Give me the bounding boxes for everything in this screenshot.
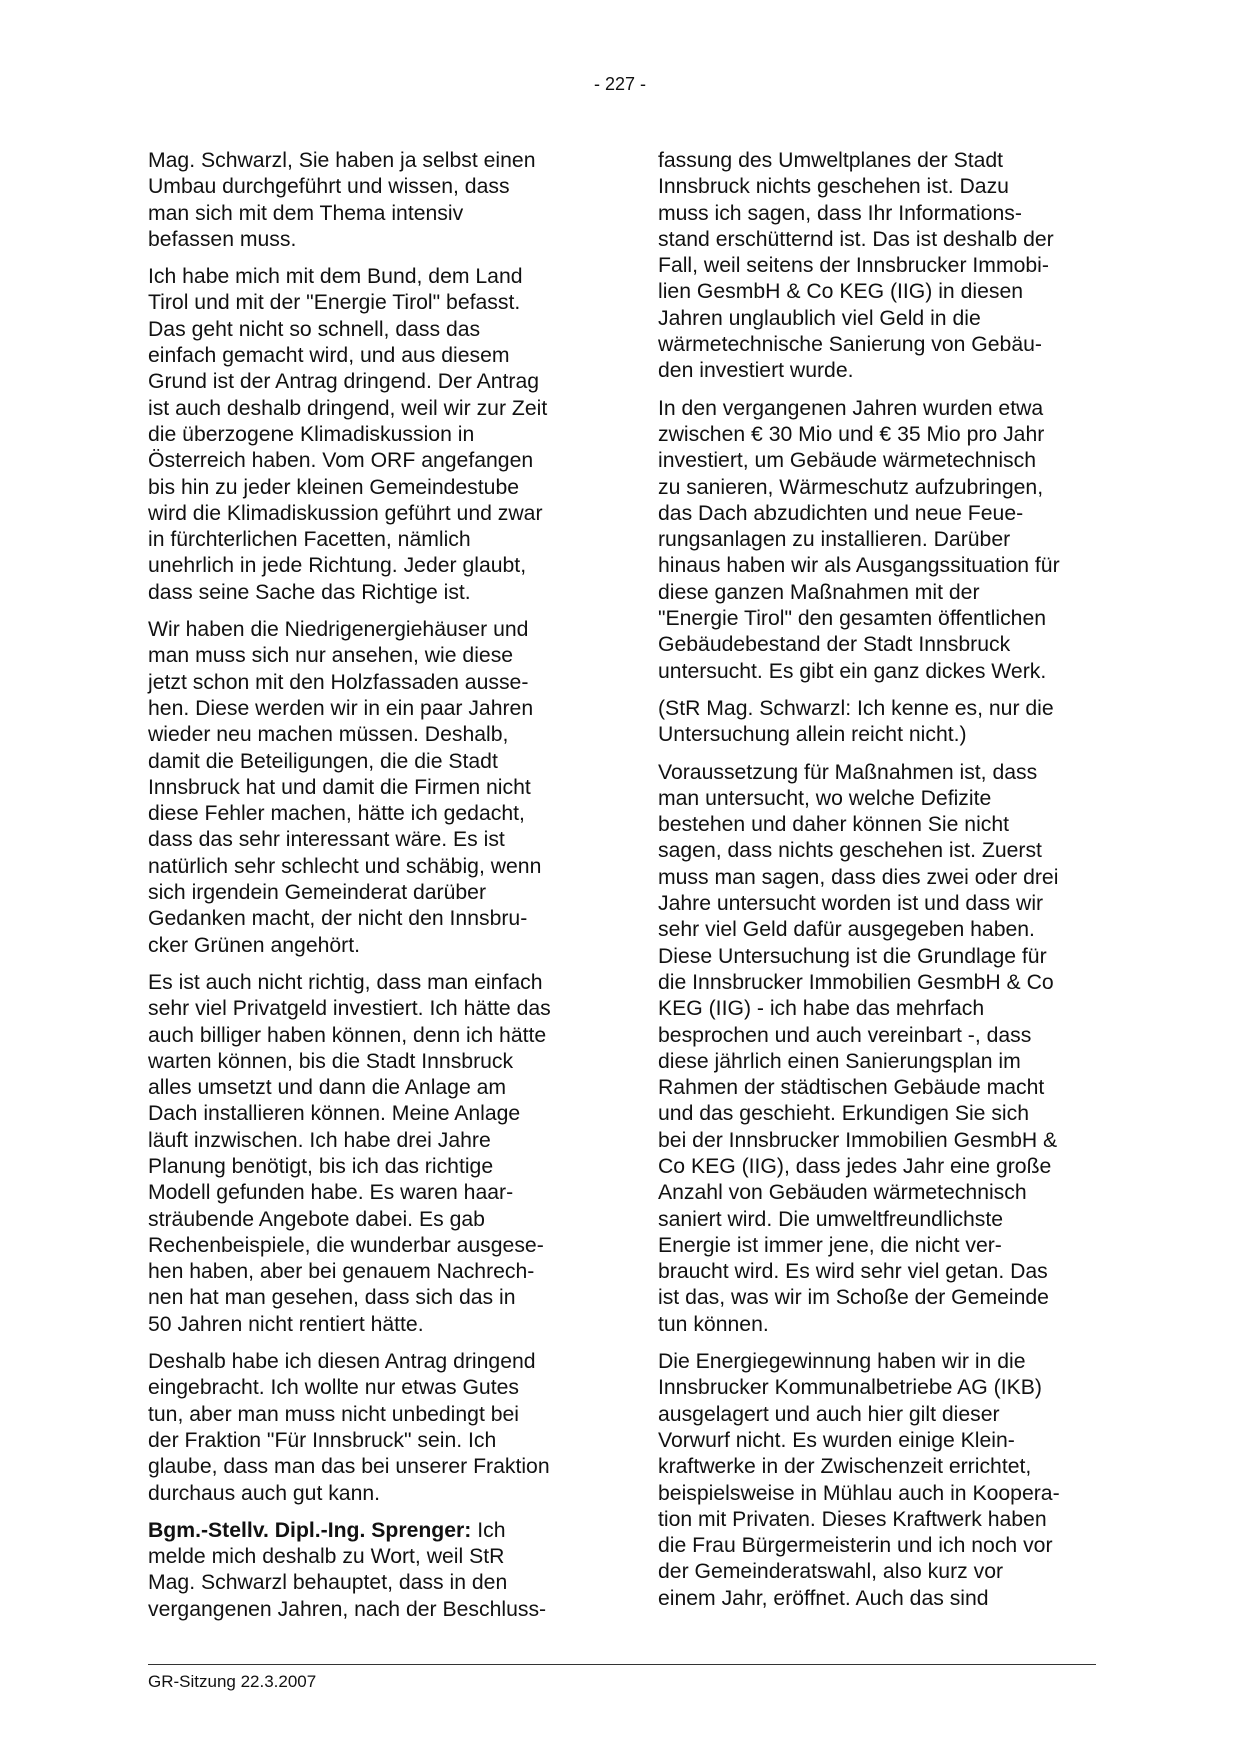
text-line: das Dach abzudichten und neue Feue- bbox=[658, 501, 1024, 525]
text-line: warten können, bis die Stadt Innsbruck bbox=[148, 1049, 514, 1073]
text-line: Energie ist immer jene, die nicht ver- bbox=[658, 1233, 1002, 1257]
text-line: Modell gefunden habe. Es waren haar- bbox=[148, 1181, 514, 1205]
paragraph bbox=[658, 760, 1108, 1339]
text-line: beispielsweise in Mühlau auch in Koopera- bbox=[658, 1481, 1060, 1505]
footer-session-date: GR-Sitzung 22.3.2007 bbox=[148, 1672, 317, 1691]
text-line: die überzogene Klimadiskussion in bbox=[148, 422, 475, 446]
text-line: Planung benötigt, bis ich das richtige bbox=[148, 1154, 494, 1178]
text-line: damit die Beteiligungen, die die Stadt bbox=[148, 749, 498, 773]
text-line: 50 Jahren nicht rentiert hätte. bbox=[148, 1312, 424, 1336]
paragraph bbox=[658, 396, 1108, 685]
text-line: sehr viel Privatgeld investiert. Ich hätte das bbox=[148, 997, 551, 1021]
text-line: Jahren unglaublich viel Geld in die bbox=[658, 306, 981, 330]
page-number: - 227 - bbox=[593, 74, 647, 94]
text-line: Co KEG (IIG), dass jedes Jahr eine große bbox=[658, 1154, 1052, 1178]
text-line: Innsbrucker Kommunalbetriebe AG (IKB) bbox=[658, 1376, 1042, 1400]
text-line: diese ganzen Maßnahmen mit der bbox=[658, 580, 980, 604]
text-line: durchaus auch gut kann. bbox=[148, 1481, 381, 1505]
text-line: saniert wird. Die umweltfreundlichste bbox=[658, 1207, 1004, 1231]
speaker-line-rest: Ich bbox=[471, 1518, 506, 1542]
paragraph bbox=[658, 1349, 1108, 1612]
text-line: Die Energiegewinnung haben wir in die bbox=[658, 1350, 1026, 1374]
text-line: in fürchterlichen Facetten, nämlich bbox=[148, 528, 471, 552]
text-line: zu sanieren, Wärmeschutz aufzubringen, bbox=[658, 475, 1044, 499]
right-column bbox=[658, 148, 1108, 1623]
paragraph bbox=[658, 696, 1108, 749]
text-line: Rahmen der städtischen Gebäude macht bbox=[658, 1076, 1045, 1100]
text-line: läuft inzwischen. Ich habe drei Jahre bbox=[148, 1128, 491, 1152]
text-line bbox=[148, 1518, 598, 1544]
text-line: sträubende Angebote dabei. Es gab bbox=[148, 1207, 485, 1231]
text-line: Fall, weil seitens der Innsbrucker Immobi- bbox=[658, 254, 1049, 278]
text-line: tion mit Privaten. Dieses Kraftwerk haben bbox=[658, 1507, 1047, 1531]
text-line: der Gemeinderatswahl, also kurz vor bbox=[658, 1560, 1004, 1584]
text-line: Deshalb habe ich diesen Antrag dringend bbox=[148, 1350, 536, 1374]
text-line: Mag. Schwarzl, Sie haben ja selbst einen bbox=[148, 149, 536, 172]
text-line: bestehen und daher können Sie nicht bbox=[658, 813, 1010, 837]
text-line: (StR Mag. Schwarzl: Ich kenne es, nur die bbox=[658, 696, 1054, 720]
text-line: hinaus haben wir als Ausgangssituation für bbox=[658, 554, 1060, 578]
text-line: Das geht nicht so schnell, dass das bbox=[148, 317, 481, 341]
text-line: Ich habe mich mit dem Bund, dem Land bbox=[148, 265, 523, 289]
text-line: Innsbruck hat und damit die Firmen nicht bbox=[148, 775, 531, 799]
text-line: vergangenen Jahren, nach der Beschluss- bbox=[148, 1597, 547, 1621]
text-line: untersucht. Es gibt ein ganz dickes Werk. bbox=[658, 659, 1047, 683]
text-line: Jahre untersucht worden ist und dass wir bbox=[658, 892, 1044, 916]
text-line: KEG (IIG) - ich habe das mehrfach bbox=[658, 997, 985, 1021]
speaker-paragraph bbox=[148, 1518, 598, 1623]
paragraph bbox=[148, 264, 598, 606]
text-line: zwischen € 30 Mio und € 35 Mio pro Jahr bbox=[658, 422, 1045, 446]
text-line: Tirol und mit der "Energie Tirol" befasst. bbox=[148, 291, 521, 315]
paragraph bbox=[148, 970, 598, 1338]
text-line: besprochen und auch vereinbart -, dass bbox=[658, 1023, 1032, 1047]
text-line: Gebäudebestand der Stadt Innsbruck bbox=[658, 633, 1011, 657]
speaker-name: Bgm.-Stellv. Dipl.-Ing. Sprenger: bbox=[148, 1518, 472, 1542]
text-line: sehr viel Geld dafür ausgegeben haben. bbox=[658, 918, 1035, 942]
text-line: auch billiger haben können, denn ich hätte bbox=[148, 1023, 547, 1047]
text-line: Es ist auch nicht richtig, dass man einfach bbox=[148, 970, 543, 994]
text-line: wird die Klimadiskussion geführt und zwar bbox=[148, 501, 543, 525]
text-line: muss man sagen, dass dies zwei oder drei bbox=[658, 865, 1059, 889]
text-line: muss ich sagen, dass Ihr Informations- bbox=[658, 201, 1022, 225]
text-line: tun können. bbox=[658, 1312, 769, 1336]
text-line: Dach installieren können. Meine Anlage bbox=[148, 1102, 521, 1126]
text-line: befassen muss. bbox=[148, 227, 297, 251]
text-line: fassung des Umweltplanes der Stadt bbox=[658, 149, 1004, 172]
text-line: Anzahl von Gebäuden wärmetechnisch bbox=[658, 1181, 1027, 1205]
text-line: alles umsetzt und dann die Anlage am bbox=[148, 1076, 507, 1100]
footer-divider bbox=[148, 1664, 1096, 1665]
text-line: kraftwerke in der Zwischenzeit errichtet, bbox=[658, 1455, 1032, 1479]
text-line: Innsbruck nichts geschehen ist. Dazu bbox=[658, 175, 1009, 199]
text-line: nen hat man gesehen, dass sich das in bbox=[148, 1286, 516, 1310]
text-line: sich irgendein Gemeinderat darüber bbox=[148, 881, 487, 905]
text-line: einfach gemacht wird, und aus diesem bbox=[148, 344, 510, 368]
text-line: Grund ist der Antrag dringend. Der Antrag bbox=[148, 370, 540, 394]
text-line: man sich mit dem Thema intensiv bbox=[148, 201, 464, 225]
text-line: "Energie Tirol" den gesamten öffentlichen bbox=[658, 607, 1047, 631]
text-line: eingebracht. Ich wollte nur etwas Gutes bbox=[148, 1376, 519, 1400]
text-line: die Frau Bürgermeisterin und ich noch vor bbox=[658, 1534, 1053, 1558]
text-line: hen. Diese werden wir in ein paar Jahren bbox=[148, 696, 534, 720]
text-line: hen haben, aber bei genauem Nachrech- bbox=[148, 1260, 535, 1284]
text-line: diese jährlich einen Sanierungsplan im bbox=[658, 1049, 1021, 1073]
text-line: glaube, dass man das bei unserer Fraktion bbox=[148, 1455, 550, 1479]
paragraph bbox=[148, 617, 598, 959]
text-line: und das geschieht. Erkundigen Sie sich bbox=[658, 1102, 1030, 1126]
left-column bbox=[148, 148, 598, 1634]
text-line: stand erschütternd ist. Das ist deshalb der bbox=[658, 227, 1054, 251]
text-line: bei der Innsbrucker Immobilien GesmbH & bbox=[658, 1128, 1058, 1152]
text-line: investiert, um Gebäude wärmetechnisch bbox=[658, 449, 1037, 473]
text-line: die Innsbrucker Immobilien GesmbH & Co bbox=[658, 970, 1054, 994]
text-line: bis hin zu jeder kleinen Gemeindestube bbox=[148, 475, 520, 499]
text-line: braucht wird. Es wird sehr viel getan. Das bbox=[658, 1260, 1048, 1284]
text-line: cker Grünen angehört. bbox=[148, 933, 360, 957]
text-line: Rechenbeispiele, die wunderbar ausgese- bbox=[148, 1233, 544, 1257]
text-line: Gedanken macht, der nicht den Innsbru- bbox=[148, 907, 528, 931]
text-line: ist das, was wir im Schoße der Gemeinde bbox=[658, 1286, 1049, 1310]
text-line: Diese Untersuchung ist die Grundlage für bbox=[658, 944, 1047, 968]
paragraph bbox=[148, 148, 598, 253]
text-line: man muss sich nur ansehen, wie diese bbox=[148, 644, 514, 668]
text-line: den investiert wurde. bbox=[658, 359, 854, 383]
text-line: man untersucht, wo welche Defizite bbox=[658, 786, 992, 810]
text-line: natürlich sehr schlecht und schäbig, wenn bbox=[148, 854, 542, 878]
text-line: tun, aber man muss nicht unbedingt bei bbox=[148, 1402, 520, 1426]
text-line: In den vergangenen Jahren wurden etwa bbox=[658, 396, 1044, 420]
text-line: der Fraktion "Für Innsbruck" sein. Ich bbox=[148, 1428, 497, 1452]
text-line: unehrlich in jede Richtung. Jeder glaubt, bbox=[148, 554, 527, 578]
paragraph bbox=[148, 1349, 598, 1507]
text-line: jetzt schon mit den Holzfassaden ausse- bbox=[148, 670, 529, 694]
text-line: einem Jahr, eröffnet. Auch das sind bbox=[658, 1586, 989, 1610]
text-line: ausgelagert und auch hier gilt dieser bbox=[658, 1402, 1000, 1426]
text-line: ist auch deshalb dringend, weil wir zur Zeit bbox=[148, 396, 548, 420]
text-line: sagen, dass nichts geschehen ist. Zuerst bbox=[658, 839, 1042, 863]
text-line: Vorwurf nicht. Es wurden einige Klein- bbox=[658, 1428, 1015, 1452]
text-line: rungsanlagen zu installieren. Darüber bbox=[658, 528, 1011, 552]
text-line: Mag. Schwarzl behauptet, dass in den bbox=[148, 1571, 508, 1595]
text-line: Umbau durchgeführt und wissen, dass bbox=[148, 175, 510, 199]
text-line: dass das sehr interessant wäre. Es ist bbox=[148, 828, 505, 852]
text-line: wärmetechnische Sanierung von Gebäu- bbox=[658, 333, 1042, 357]
text-line: dass seine Sache das Richtige ist. bbox=[148, 580, 471, 604]
text-line: Wir haben die Niedrigenergiehäuser und bbox=[148, 618, 529, 642]
text-line: lien GesmbH & Co KEG (IIG) in diesen bbox=[658, 280, 1024, 304]
text-line: Untersuchung allein reicht nicht.) bbox=[658, 723, 967, 747]
text-line: Österreich haben. Vom ORF angefangen bbox=[148, 449, 534, 473]
text-line: Voraussetzung für Maßnahmen ist, dass bbox=[658, 760, 1038, 784]
text-line: wieder neu machen müssen. Deshalb, bbox=[148, 723, 509, 747]
text-line: diese Fehler machen, hätte ich gedacht, bbox=[148, 802, 525, 826]
text-line: melde mich deshalb zu Wort, weil StR bbox=[148, 1545, 505, 1569]
paragraph bbox=[658, 148, 1108, 385]
